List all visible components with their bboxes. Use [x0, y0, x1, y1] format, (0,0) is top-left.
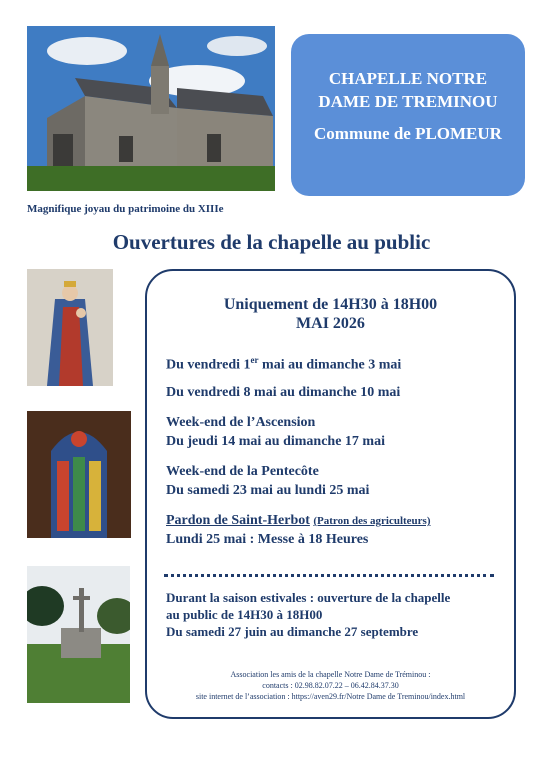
calvary-photo	[27, 566, 130, 703]
schedule-box	[145, 269, 516, 719]
photo-caption: Magnifique joyau du patrimoine du XIIIe	[27, 203, 224, 215]
church-photo	[27, 26, 275, 191]
pardon-title: Pardon de Saint-Herbot (Patron des agriculteurs)	[166, 513, 431, 528]
opening-hours: Uniquement de 14H30 à 18H00 MAI 2026	[223, 296, 438, 332]
ascension-dates: Du jeudi 14 mai au dimanche 17 mai	[166, 434, 385, 449]
opening-date-1: Du vendredi 1er mai au dimanche 3 mai	[166, 355, 402, 373]
pentecost-title: Week-end de la Pentecôte	[166, 464, 319, 479]
pardon-mass: Lundi 25 mai : Messe à 18 Heures	[166, 532, 369, 547]
dotted-divider	[164, 574, 494, 577]
title-box	[291, 34, 525, 196]
chapel-title: CHAPELLE NOTRE DAME DE TREMINOU	[318, 69, 498, 111]
virgin-statue-photo	[27, 269, 113, 386]
commune-name: Commune de PLOMEUR	[314, 124, 502, 143]
page-heading: Ouvertures de la chapelle au public	[112, 230, 431, 254]
stained-glass-photo	[27, 411, 131, 538]
website-link[interactable]: https://aven29.fr/Notre Dame de Treminou/index.html	[291, 692, 466, 701]
association-footer: Association les amis de la chapelle Notre Dame de Tréminou : contacts : 02.98.82.07.22 – 06.42.84.37.30 site internet de l’association : https://aven29.fr/Notre Dame de Treminou/index.html	[195, 670, 466, 701]
ascension-title: Week-end de l’Ascension	[166, 415, 316, 430]
summer-opening: Durant la saison estivales : ouverture de la chapelle au public de 14H30 à 18H00 Du samedi 27 juin au dimanche 27 septembre	[166, 590, 451, 639]
opening-date-2: Du vendredi 8 mai au dimanche 10 mai	[166, 385, 401, 400]
pentecost-dates: Du samedi 23 mai au lundi 25 mai	[166, 483, 370, 498]
